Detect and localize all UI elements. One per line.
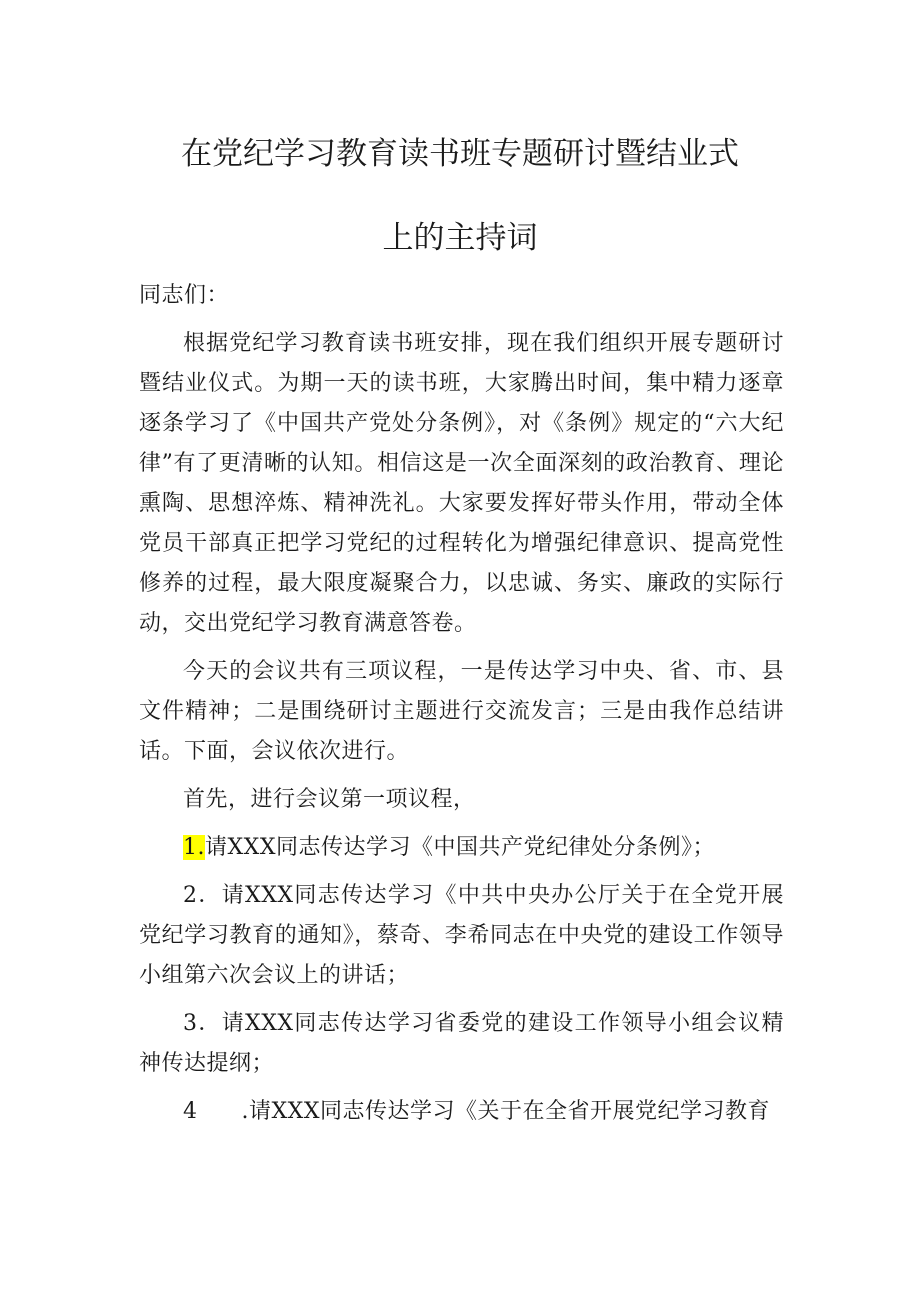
document-title-line-1: 在党纪学习教育读书班专题研讨暨结业式 <box>181 136 739 172</box>
list-item-2: 2．请XXX同志传达学习《中共中央办公厅关于在全党开展党纪学习教育的通知》，蔡奇、李希同志在中央党的建设工作领导小组第六次会议上的讲话； <box>139 883 784 988</box>
salutation: 同志们： <box>139 283 230 308</box>
list-item-4-number: 4 <box>183 1099 198 1124</box>
paragraph-agenda: 今天的会议共有三项议程，一是传达学习中央、省、市、县文件精神；二是围绕研讨主题进行交流发言；三是由我作总结讲话。下面，会议依次进行。 <box>139 659 784 764</box>
list-item-3: 3．请XXX同志传达学习省委党的建设工作领导小组会议精神传达提纲； <box>139 1011 784 1076</box>
list-item-1 <box>139 828 784 868</box>
list-item-1-number: 1. <box>183 835 205 860</box>
paragraph-intro: 根据党纪学习教育读书班安排，现在我们组织开展专题研讨暨结业仪式。为期一天的读书班，大家腾出时间，集中精力逐章逐条学习了《中国共产党处分条例》，对《条例》规定的“六大纪律”有了更清晰的认知。相信这是一次全面深刻的政治教育、理论熏陶、思想淬炼、精神洗礼。大家要发挥好带头作用，带动全体党员干部真正把学习党纪的过程转化为增强纪律意识、提高党性修养的过程，最大限度凝聚合力，以忠诚、务实、廉政的实际行动，交出党纪学习教育满意答卷。 <box>139 331 784 636</box>
document-title-line-2: 上的主持词 <box>382 220 538 256</box>
list-item-4 <box>139 1092 784 1132</box>
list-item-4-text: .请XXX同志传达学习《关于在全省开展党纪学习教育 <box>241 1099 770 1124</box>
list-item-1-text: 请XXX同志传达学习《中国共产党纪律处分条例》； <box>205 835 715 860</box>
document-body <box>139 276 784 1140</box>
paragraph-first-item: 首先，进行会议第一项议程， <box>183 787 476 812</box>
